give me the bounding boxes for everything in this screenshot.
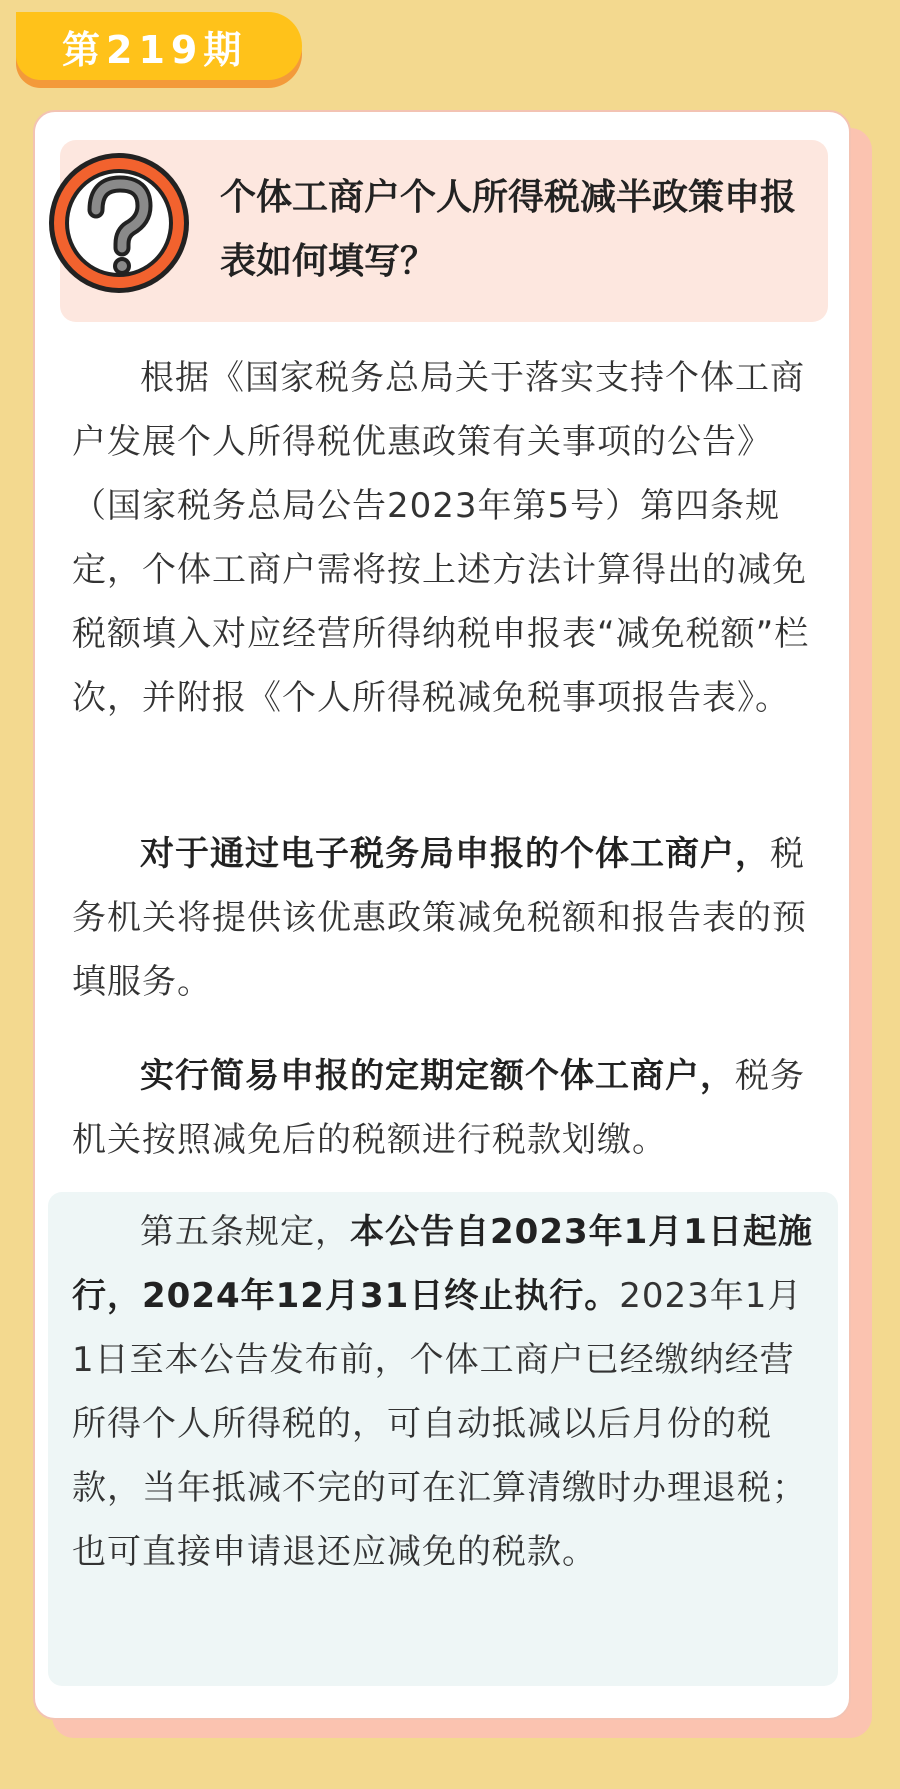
paragraph-e-tax [72,822,820,1014]
question-mark-icon [44,148,194,298]
paragraph-effective-text: 2023年1月1日至本公告发布前，个体工商户已经缴纳经营所得个人所得税的，可自动抵减以后月份的税款，当年抵减不完的可在汇算清缴时办理退税；也可直接申请退还应减免的税款。 [72,1276,807,1572]
paragraph-fixed-quota-bold: 实行简易申报的定期定额个体工商户， [140,1056,735,1096]
paragraph-fixed-quota-text: 税务机关按照减免后的税额进行税款划缴。 [72,1056,805,1160]
paragraph-effective-lead: 第五条规定， [140,1212,350,1252]
paragraph-effective-date [72,1200,820,1584]
paragraph-fixed-quota [72,1044,820,1172]
paragraph-effective-bold: 本公告自2023年1月1日起施行，2024年12月31日终止执行。 [72,1212,813,1316]
paragraph-e-tax-bold: 对于通过电子税务局申报的个体工商户， [140,834,770,874]
issue-badge [16,12,302,84]
paragraph-announcement: 根据《国家税务总局关于落实支持个体工商户发展个人所得税优惠政策有关事项的公告》（国家税务总局公告2023年第5号）第四条规定，个体工商户需将按上述方法计算得出的减免税额填入对应经营所得纳税申报表“减免税额”栏次，并附报《个人所得税减免税事项报告表》。 [72,358,810,718]
issue-number: 第219期 [16,12,302,80]
paragraph-e-tax-text: 税务机关将提供该优惠政策减免税额和报告表的预填服务。 [72,834,807,1002]
question-title: 个体工商户个人所得税减半政策申报表如何填写？ [220,177,797,282]
